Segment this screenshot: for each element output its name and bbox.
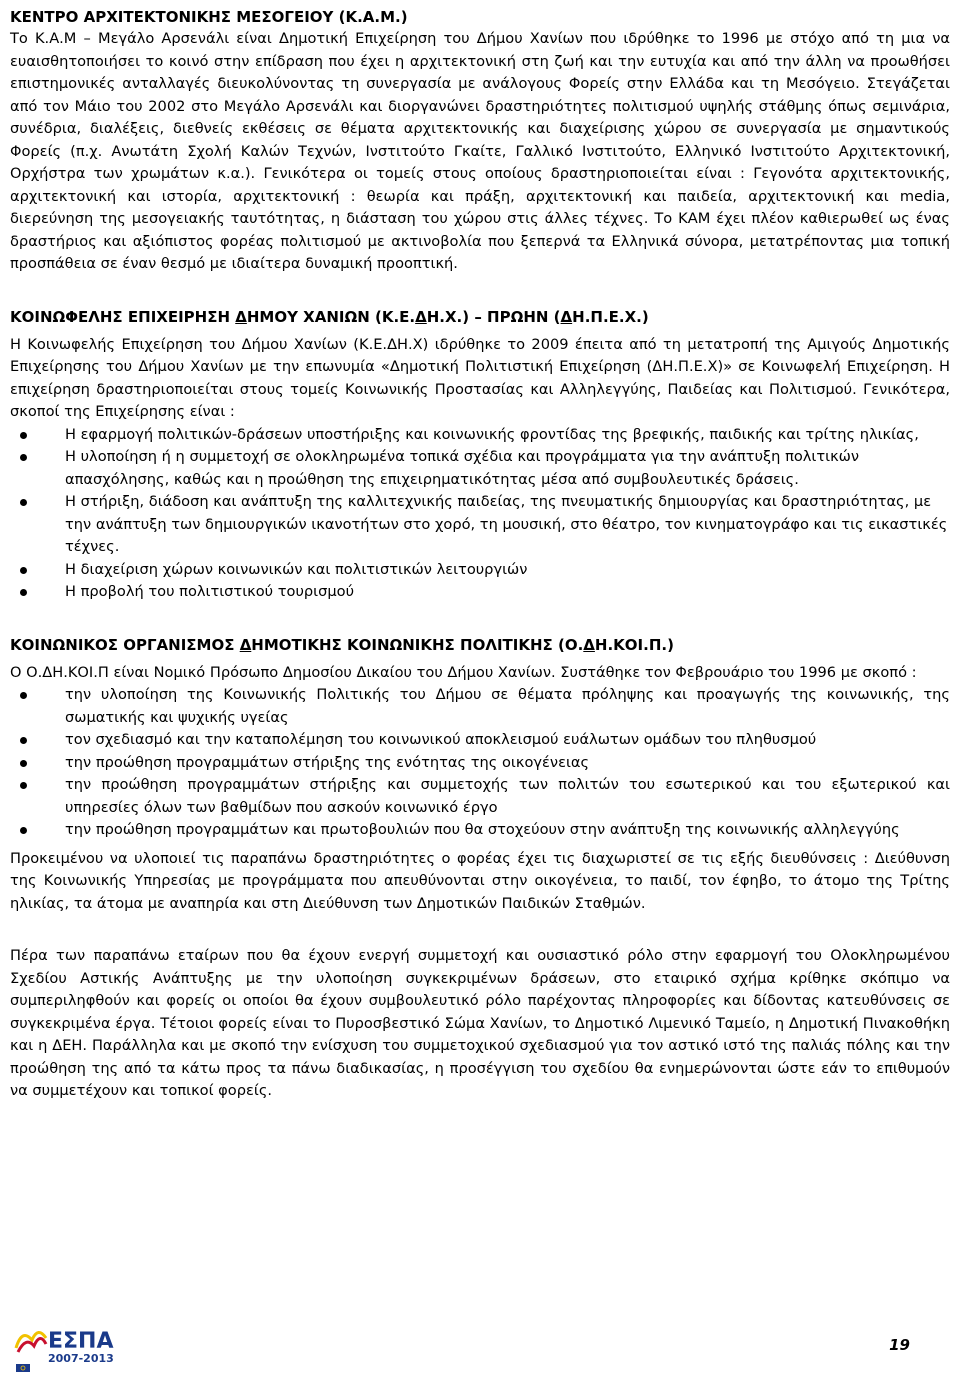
espa-logo-text: ΕΣΠΑ [48, 1329, 114, 1354]
list-item: τον σχεδιασμό και την καταπολέμηση του κοινωνικού αποκλεισμού ευάλωτων ομάδων του πληθυσμού [10, 729, 950, 752]
heading-part: Δ [583, 635, 595, 654]
heading-part: Δ [415, 307, 427, 326]
section-heading-ked [10, 306, 950, 328]
document-page [10, 6, 950, 1103]
espa-logo-years: 2007-2013 [48, 1352, 114, 1365]
list-item: την προώθηση προγραμμάτων στήριξης της ενότητας της οικογένειας [10, 752, 950, 775]
list-item: την υλοποίηση της Κοινωνικής Πολιτικής του Δήμου σε θέματα πρόληψης και προαγωγής της κοινωνικής, της σωματικής και ψυχικής υγείας [10, 684, 950, 729]
section-body-kam: Το Κ.Α.Μ – Μεγάλο Αρσενάλι είναι Δημοτική Επιχείρηση του Δήμου Χανίων που ιδρύθηκε το 1996 με στόχο από τη μια να ευαισθητοποιήσει το κοινό στην επίδραση που έχει η αρχιτεκτονική στη ζωή και την ευτυχία και από την άλλη να προωθήσει επιστημονικές ανταλλαγές διευκολύνοντας τη συνεργασία με ανάλογους Φορείς στην Ελλάδα και τη Μεσόγειο. Στεγάζεται από τον Μάιο του 2002 στο Μεγάλο Αρσενάλι και διοργανώνει δραστηριότητες πολιτισμού υψηλής στάθμης όπως σεμινάρια, συνέδρια, διαλέξεις, διεθνείς εκθέσεις σε θέματα αρχιτεκτονικής και διαχείρισης χώρου σε συνεργασία με σημαντικούς Φορείς (π.χ. Ανωτάτη Σχολή Καλών Τεχνών, Ινστιτούτο Γκαίτε, Γαλλικό Ινστιτούτο, Ελληνικό Ινστιτούτο Αρχιτεκτονική, Ορχήστρα των χρωμάτων κ.α.). Γενικότερα οι τομείς στους οποίους δραστηριοποιείται είναι : Γεγονότα αρχιτεκτονικής, αρχιτεκτονική και ιστορία, αρχιτεκτονική : θεωρία και πράξη, αρχιτεκτονική και παιδεία, αρχιτεκτονική και media, διερεύνηση της μεσογειακής ταυτότητας, η διάσταση του χώρου στις άλλες τέχνες. Το ΚΑΜ έχει πλέον καθιερωθεί ως ένας δραστήριος και αξιόπιστος φορέας πολιτισμού με ακτινοβολία που ξεπερνά τα Ελληνικά σύνορα, μετατρέποντας μια τοπική προσπάθεια σε έναν θεσμό με ιδιαίτερα δυναμική προοπτική. [10, 30, 950, 272]
heading-part: Δ [239, 635, 252, 654]
section-heading-kam: ΚΕΝΤΡΟ ΑΡΧΙΤΕΚΤΟΝΙΚΗΣ ΜΕΣΟΓΕΙΟΥ (Κ.Α.Μ.) [10, 8, 408, 26]
section-heading-odikop [10, 634, 950, 656]
heading-part: Δ [235, 307, 247, 326]
list-item: Η εφαρμογή πολιτικών-δράσεων υποστήριξης και κοινωνικής φροντίδας της βρεφικής, παιδικής και τρίτης ηλικίας, [10, 424, 950, 447]
espa-logo-graphic [12, 1318, 114, 1373]
eu-flag-icon [16, 1364, 30, 1372]
heading-part: Η.Χ.) – ΠΡΩΗΝ ( [426, 307, 561, 326]
list-item: Η υλοποίηση ή η συμμετοχή σε ολοκληρωμένα τοπικά σχέδια και προγράμματα για την ανάπτυξη πολιτικών απασχόλησης, καθώς και η προώθηση της επιχειρηματικότητας μέσα από συμβουλευτικές δράσεις. [10, 446, 950, 491]
heading-part: Η.ΚΟΙ.Π.) [594, 635, 674, 654]
odikop-paragraph-directorates: Προκειμένου να υλοποιεί τις παραπάνω δραστηριότητες ο φορέας έχει τις διαχωριστεί σε τις εξής διευθύνσεις : Διεύθυνση της Κοινωνικής Υπηρεσίας με προγράμματα που απευθύνονται στην οικογένεια, το παιδί, τον έφηβο, το άτομο της Τρίτης ηλικίας, τα άτομα με αναπηρία και στη Διεύθυνση των Δημοτικών Παιδικών Σταθμών. [10, 849, 950, 912]
section-intro-odikop: Ο Ο.ΔΗ.ΚΟΙ.Π είναι Νομικό Πρόσωπο Δημοσίου Δικαίου του Δήμου Χανίων. Συστάθηκε τον Φεβρουάριο του 1996 με σκοπό : [10, 663, 917, 681]
section-body-ked: Η Κοινωφελής Επιχείρηση του Δήμου Χανίων (Κ.Ε.ΔΗ.Χ) ιδρύθηκε το 2009 έπειτα από τη μετατροπή της Αμιγούς Δημοτικής Επιχείρησης του Δήμου Χανίων με την επωνυμία «Δημοτική Πολιτιστική Επιχείρηση (ΔΗ.Π.Ε.Χ)» σε Κοινωφελή Επιχείρηση. Η επιχείρηση δραστηριοποιείται στους τομείς Κοινωνικής Προστασίας και Αλληλεγγύης, Παιδείας και Πολιτισμού. Γενικότερα, σκοποί της Επιχείρησης είναι : [10, 335, 950, 420]
heading-part: ΚΟΙΝΩΦΕΛΗΣ ΕΠΙΧΕΙΡΗΣΗ [10, 307, 236, 326]
heading-part: ΗΜΟΤΙΚΗΣ ΚΟΙΝΩΝΙΚΗΣ ΠΟΛΙΤΙΚΗΣ (Ο. [251, 635, 584, 654]
heading-part: Δ [560, 307, 573, 326]
partners-paragraph: Πέρα των παραπάνω εταίρων που θα έχουν ενεργή συμμετοχή και ουσιαστικό ρόλο στην εφαρμογή του Ολοκληρωμένου Σχεδίου Αστικής Ανάπτυξης με την υλοποίηση συγκεκριμένων δράσεων, στο εταιρικό σχήμα κρίθηκε σκόπιμο να συμπεριληφθούν και φορείς οι οποίοι θα έχουν συμβουλευτικό ρόλο παρέχοντας πληροφορίες και δίδοντας κατευθύνσεις σε συγκεκριμένα έργα. Τέτοιοι φορείς είναι το Πυροσβεστικό Σώμα Χανίων, το Δημοτικό Λιμενικό Ταμείο, η Δημοτική Πινακοθήκη και η ΔΕΗ. Παράλληλα και με σκοπό την ενίσχυση του συμμετοχικού σχεδιασμού για τον αστικό ιστό της παλιάς πόλης και την προώθηση της από τα κάτω προς τα πάνω διαδικασίας, η προσέγγιση του σχεδίου θα ενημερώνονται ώστε εάν το επιθυμούν να συμμετέχουν και τοπικοί φορείς. [10, 947, 950, 1099]
heading-part: ΗΜΟΥ ΧΑΝΙΩΝ (Κ.Ε. [246, 307, 416, 326]
page-footer [0, 1318, 960, 1377]
odikop-goals-list [10, 684, 950, 842]
list-item: την προώθηση προγραμμάτων στήριξης και συμμετοχής των πολιτών του εσωτερικού και του εξωτερικού και υπηρεσίες όλων των βαθμίδων που ασκούν κοινωνικό έργο [10, 774, 950, 819]
ked-goals-list [10, 424, 950, 604]
heading-part: Η.Π.Ε.Χ.) [572, 307, 649, 326]
list-item: Η προβολή του πολιτιστικού τουρισμού [10, 581, 950, 604]
heading-part: ΚΟΙΝΩΝΙΚΟΣ ΟΡΓΑΝΙΣΜΟΣ [10, 635, 240, 654]
page-number: 19 [889, 1336, 910, 1354]
espa-logo [12, 1318, 114, 1373]
list-item: Η διαχείριση χώρων κοινωνικών και πολιτιστικών λειτουργιών [10, 559, 950, 582]
list-item: την προώθηση προγραμμάτων και πρωτοβουλιών που θα στοχεύουν στην ανάπτυξη της κοινωνικής αλληλεγγύης [10, 819, 950, 842]
list-item: Η στήριξη, διάδοση και ανάπτυξη της καλλιτεχνικής παιδείας, της πνευματικής δημιουργίας και δραστηριότητας, με την ανάπτυξη των δημιουργικών ικανοτήτων στο χορό, τη μουσική, στο θέατρο, τον κινηματογράφο και τις εικαστικές τέχνες. [10, 491, 950, 559]
